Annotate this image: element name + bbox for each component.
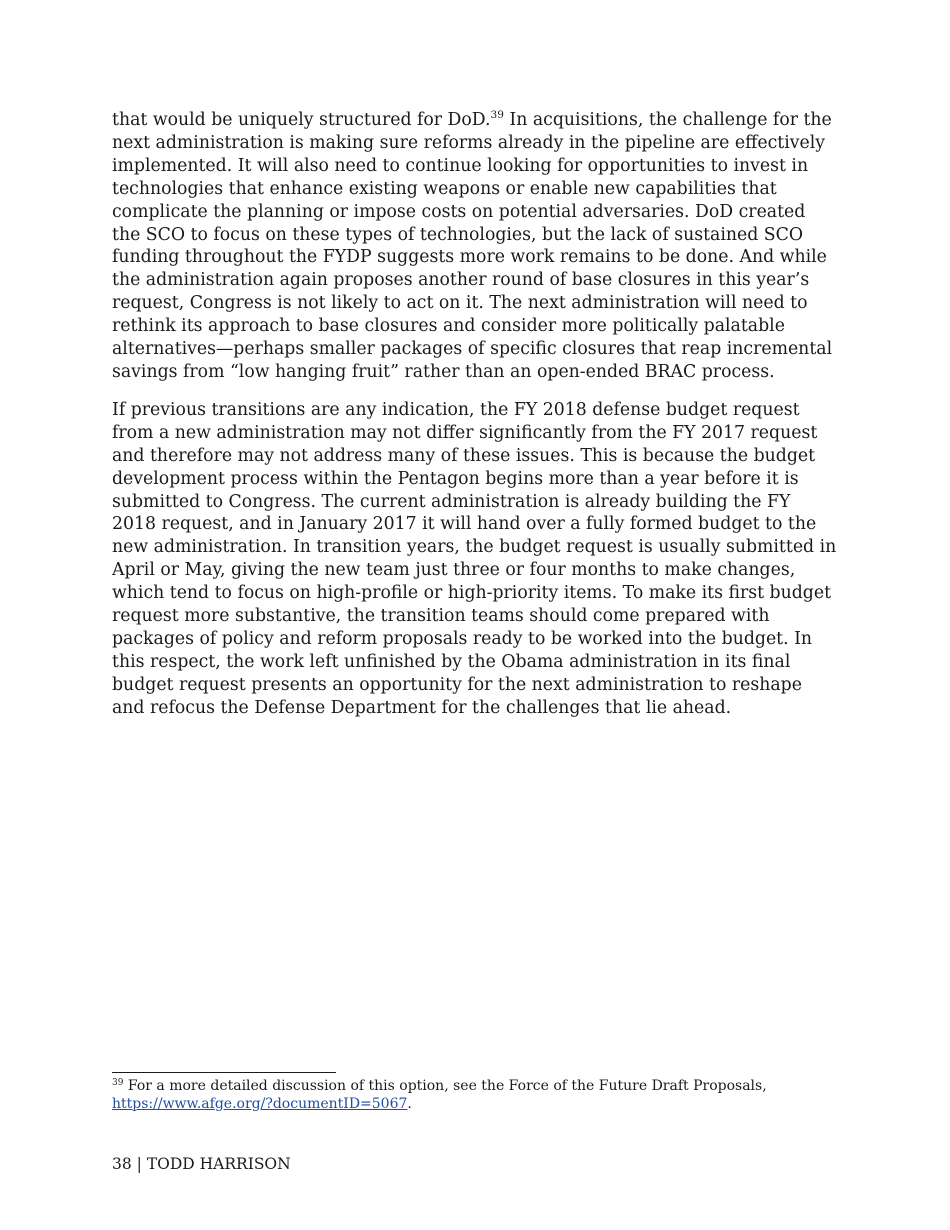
footnote-reference[interactable]: 39 [490,109,504,121]
page-footer [112,1154,291,1174]
body-paragraph-1 [112,109,838,384]
footer-author: TODD HARRISON [146,1155,291,1173]
footnote-number: 39 [112,1078,124,1088]
body-paragraph-2: If previous transitions are any indication, the FY 2018 defense budget request from a new administration may not differ significantly from the FY 2017 request and therefore may not address many of these issues. This is because the budget development process within the Pentagon begins more than a year before it is submitted to Congress. The current administration is already building the FY 2018 request, and in January 2017 it will hand over a fully formed budget to the new administration. In transition years, the budget request is usually submitted in April or May, giving the new team just three or four months to make changes, which tend to focus on high-profile or high-priority items. To make its first budget request more substantive, the transition teams should come prepared with packages of policy and reform proposals ready to be worked into the budget. In this respect, the work left unfinished by the Obama administration in its final budget request presents an opportunity for the next administration to reshape and refocus the Defense Department for the challenges that lie ahead. [112,399,837,718]
footnote-divider [112,1072,336,1073]
footnote-period: . [407,1095,412,1112]
footnote-text: For a more detailed discussion of this option, see the Force of the Future Draft Proposals, [123,1078,767,1094]
footer-separator: | [131,1155,147,1173]
page-number: 38 [112,1155,132,1173]
paragraph-text: that would be uniquely structured for DoD. [112,110,491,130]
footnote-link[interactable]: https://www.afge.org/?documentID=5067 [112,1095,408,1112]
paragraph-text: In acquisitions, the challenge for the next administration is making sure reforms already in the pipeline are effectively implemented. It will also need to continue looking for opportunities to invest in technologies that enhance existing weapons or enable new capabilities that complicate the planning or impose costs on potential adversaries. DoD created the SCO to focus on these types of technologies, but the lack of sustained SCO funding throughout the FYDP suggests more work remains to be done. And while the administration again proposes another round of base closures in this year’s request, Congress is not likely to act on it. The next administration will need to rethink its approach to base closures and consider more politically palatable alternatives—perhaps smaller packages of specific closures that reap incremental savings from “low hanging fruit” rather than an open-ended BRAC process. [112,110,833,382]
footnote [112,1078,838,1113]
page-body [112,109,838,735]
